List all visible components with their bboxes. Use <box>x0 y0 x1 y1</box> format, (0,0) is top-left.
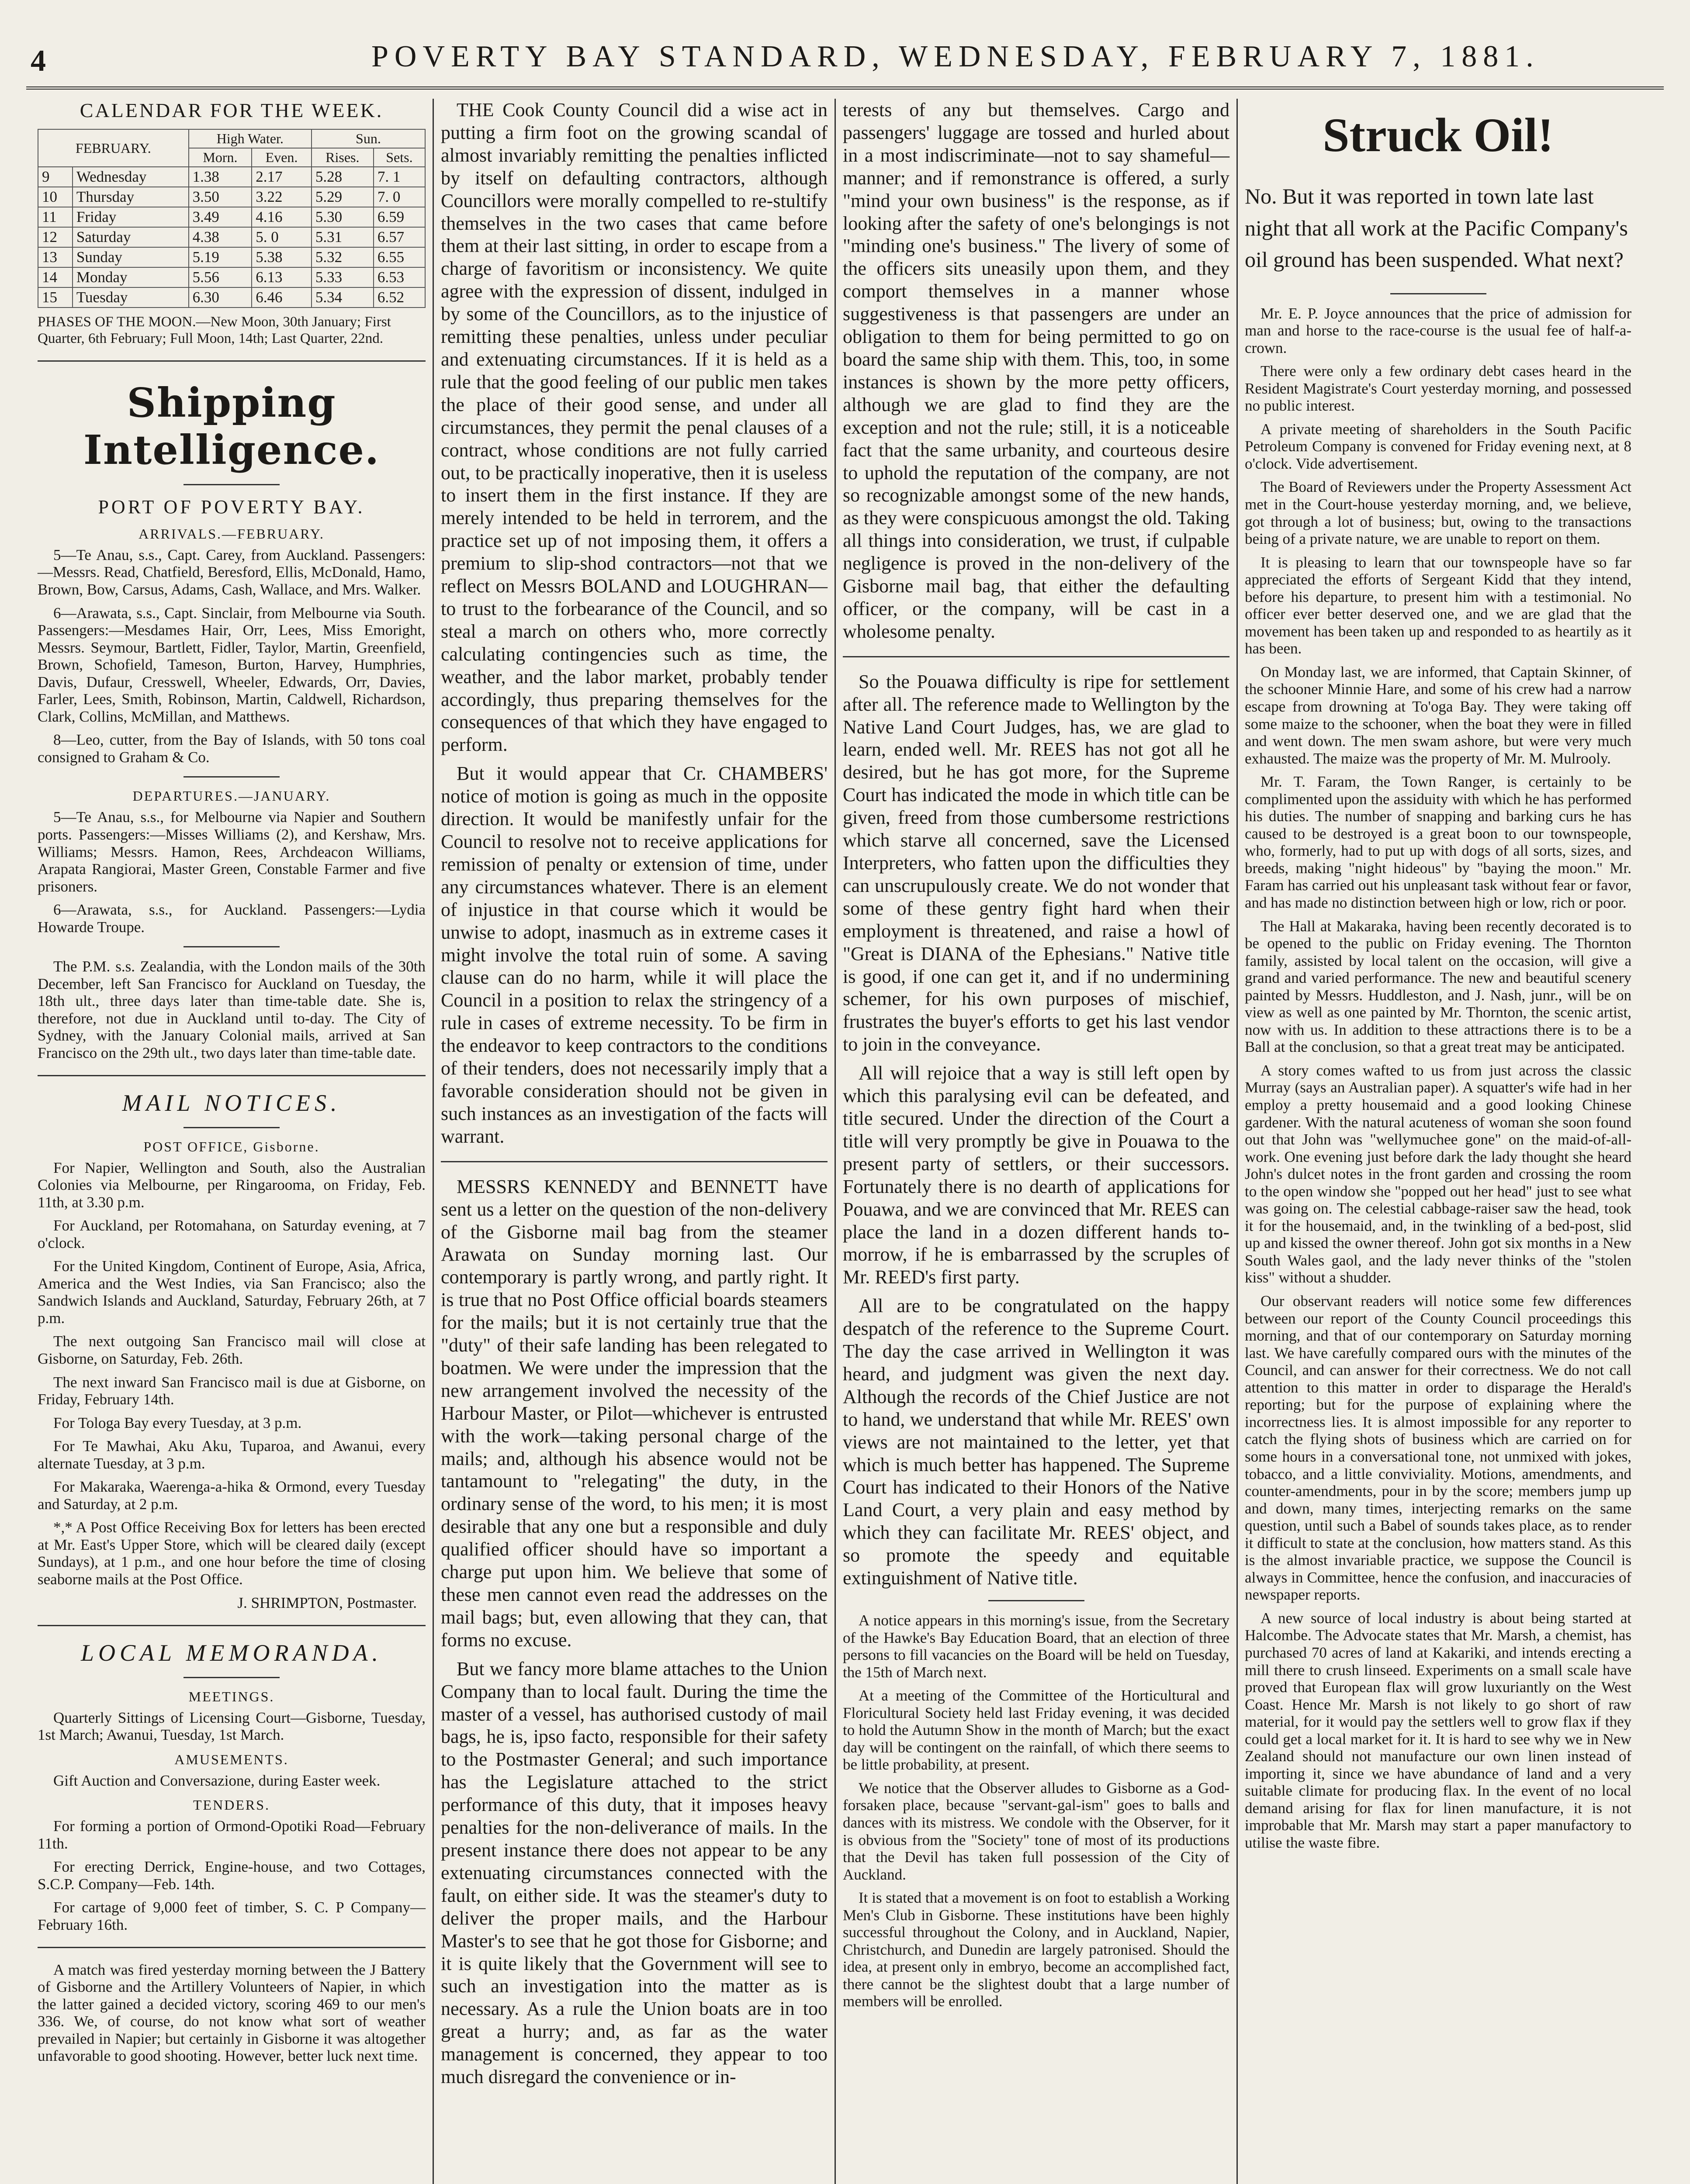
divider <box>1390 293 1486 294</box>
calendar-cell: 5. 0 <box>252 227 312 247</box>
mail-notice: For Makaraka, Waerenga-a-hika & Ormond, every Tuesday and Saturday, at 2 p.m. <box>38 1478 426 1513</box>
divider <box>38 1625 426 1626</box>
editorial-paragraph: MESSRS KENNEDY and BENNETT have sent us a letter on the question of the non-delivery of the Gisborne mail bag from the steamer Arawata on Sunday morning last. Our contemporary is partly wrong, and partly right. It is true that no Post Office official boards steamers for the mails; but it is not certainly true that the "duty" of their safe landing has been relegated to boatmen. We were under the impression that the new arrangement involved the necessity of the Harbour Master, or Pilot—whichever is entrusted with the work—taking personal charge of the mails; and, although his absence would not be tantamount to "relegating" the duty, in the ordinary sense of the word, to his men; it is most desirable that any one but a responsible and duly qualified officer should have so important a charge put upon him. We believe that some of these men cannot even read the addresses on the mail bags; but, even allowing that they can, that forms no excuse. <box>441 1175 828 1651</box>
tender-item: For erecting Derrick, Engine-house, and two Cottages, S.C.P. Company—Feb. 14th. <box>38 1858 426 1893</box>
mail-notice: For the United Kingdom, Continent of Europe, Asia, Africa, America and the West Indies, via San Francisco; also the Sandwich Islands and Auckland, Saturday, February 26th, at 7 p.m. <box>38 1258 426 1327</box>
calendar-row <box>38 267 425 287</box>
news-item: A notice appears in this morning's issue, from the Secretary of the Hawke's Bay Education Board, that an election of three persons to fill vacancies on the Board will be held on Tuesday, the 15th of March next. <box>843 1612 1229 1681</box>
news-item: Our observant readers will notice some few differences between our report of the County Council proceedings this morning, and that of our contemporary on Saturday morning last. We have carefully compared ours with the minutes of the Council, and can answer for their correctness. We do not call attention to this matter in order to disparage the Herald's reporting; but for the purpose of explaining where the incorrectness lies. It is almost impossible for any reporter to catch the flying shots of business which are carried on for some hours in a conversational tone, not unmixed with jokes, tobacco, and a little conviviality. Motions, amendments, and counter-amendments, pour in by the score; members jump up and down, many times, interjecting remarks on the same question, until such a Babel of sounds takes place, as to render it difficult to state at the conclusion, how matters stand. As this is the almost invariable practice, we suppose the Council is always in Committee, hence the confusion, and inaccuracies of newspaper reports. <box>1245 1292 1631 1603</box>
divider <box>441 1161 828 1162</box>
mail-notice: For Auckland, per Rotomahana, on Saturday evening, at 7 o'clock. <box>38 1217 426 1251</box>
amusements-heading: AMUSEMENTS. <box>174 1751 289 1767</box>
news-item: A new source of local industry is about being started at Halcombe. The Advocate states that Mr. Marsh, a chemist, has purchased 70 acres of land at Kakariki, and intends erecting a mill there to crush linseed. Experiments on a small scale have proved that European flax will grow luxuriantly on the West Coast. Hence Mr. Marsh is not likely to go short of raw material, for it would pay the settlers well to grow flax if they could get a local market for it. It is hard to see why we in New Zealand should not manufacture our own linen instead of importing it, since we have abundance of land and a very suitable climate for producing flax. In the event of no local demand arising for flax for linen manufacture, it is not improbable that Mr. Marsh may start a paper manufactory to utilise the waste fibre. <box>1245 1609 1631 1851</box>
calendar-cell: 5.33 <box>312 267 374 287</box>
calendar-cell: 5.34 <box>312 287 374 308</box>
news-item: A story comes wafted to us from just across the classic Murray (says an Australian paper). A squatter's wife had in her employ a pretty housemaid and a good looking Chinese gardener. With the natural acuteness of woman she soon found out that John was "wellymuchee gone" on the maid-of-all-work. One evening just before dark the lady thought she heard John's dulcet notes in the front garden and crossing the room to the open window she "popped out her head" just to see what was going on. The celestial cabbage-raiser saw the head, took it for the housemaid, and, in the twinkling of a bed-post, slid up and kissed the owner thereof. John got six months in a New South Wales gaol, and the lady never thinks of the "stolen kiss" without a shudder. <box>1245 1061 1631 1286</box>
calendar-title: CALENDAR FOR THE WEEK. <box>80 99 384 121</box>
shipping-title: Shipping Intelligence. <box>83 379 380 473</box>
column-2 <box>433 99 835 2184</box>
calendar-cell: Friday <box>73 207 189 227</box>
divider <box>38 1075 426 1076</box>
calendar-cell: 5.31 <box>312 227 374 247</box>
post-office-heading: POST OFFICE, Gisborne. <box>143 1138 320 1154</box>
departure-item: 6—Arawata, s.s., for Auckland. Passengers:—Lydia Howarde Troupe. <box>38 901 426 936</box>
mail-notice: For Napier, Wellington and South, also the Australian Colonies via Melbourne, per Ringarooma, on Friday, Feb. 11th, at 3.30 p.m. <box>38 1159 426 1211</box>
calendar-cell: Saturday <box>73 227 189 247</box>
calendar-row <box>38 247 425 267</box>
calendar-cell: Thursday <box>73 187 189 207</box>
calendar-row <box>38 227 425 247</box>
news-item: At a meeting of the Committee of the Horticultural and Floricultural Society held last Friday evening, it was decided to hold the Autumn Show in the month of March; but the exact day will be contingent on the rainfall, of which there seems to be little probability, at present. <box>843 1687 1229 1773</box>
calendar-cell: 5.38 <box>252 247 312 267</box>
calendar-cell: 6.13 <box>252 267 312 287</box>
tender-item: For cartage of 9,000 feet of timber, S. C. P Company—February 16th. <box>38 1899 426 1933</box>
calendar-cell: 5.29 <box>312 187 374 207</box>
calendar-cell: 12 <box>38 227 73 247</box>
departures-heading: DEPARTURES.—JANUARY. <box>132 788 331 804</box>
tender-item: For forming a portion of Ormond-Opotiki Road—February 11th. <box>38 1818 426 1852</box>
calendar-cell: 6.53 <box>374 267 425 287</box>
calendar-cell: 6.57 <box>374 227 425 247</box>
calendar-cell: 4.16 <box>252 207 312 227</box>
meetings-text: Quarterly Sittings of Licensing Court—Gisborne, Tuesday, 1st March; Awanui, Tuesday, 1st March. <box>38 1709 426 1744</box>
calendar-group-header: High Water. <box>189 129 312 148</box>
divider <box>184 776 280 778</box>
shooting-match-note: A match was fired yesterday morning between the J Battery of Gisborne and the Artillery Volunteers of Napier, in which the latter gained a decided victory, scoring 469 to our men's 336. We, of course, do not know what sort of weather prevailed in Napier; but certainly in Gisborne it was altogether unfavorable to good shooting. However, better luck next time. <box>38 1961 426 2065</box>
mail-notice: For Tologa Bay every Tuesday, at 3 p.m. <box>53 1414 302 1431</box>
page-number: 4 <box>31 44 46 78</box>
calendar-group-header: Sun. <box>312 129 425 148</box>
editorial-paragraph: So the Pouawa difficulty is ripe for settlement after all. The reference made to Wellington by the Native Land Court Judges, has, we are glad to learn, ended well. Mr. REES has not got all he desired, but he has got more, for the Supreme Court has indicated the mode in which title can be given, freed from those cumbersome restrictions which starve all concerned, save the Licensed Interpreters, who fatten upon the difficulties they can unscrupulously create. We do not wonder that some of these gentry fight hard when their employment is threatened, and raise a howl of "Great is DIANA of the Ephesians." Native title is good, if one can get it, and if no undermining schemer, for his own purposes of mischief, frustrates the buyer's efforts to get his last vendor to join in the conveyance. <box>843 670 1229 1055</box>
calendar-cell: 3.49 <box>189 207 252 227</box>
calendar-cell: 5.30 <box>312 207 374 227</box>
postmaster-signature: J. SHRIMPTON, Postmaster. <box>237 1594 417 1611</box>
mail-steamer-note: The P.M. s.s. Zealandia, with the London mails of the 30th December, left San Francisco for Auckland on Tuesday, the 18th ult., three days later than time-table date. She is, therefore, not due in Auckland until to-day. The City of Sydney, with the January Colonial mails, arrived at San Francisco on the 29th ult., two days later than time-table date. <box>38 958 426 1061</box>
struck-oil-title: Struck Oil! <box>1323 108 1554 162</box>
editorial-paragraph: THE Cook County Council did a wise act in putting a firm foot on the growing scandal of almost invariably remitting the penalties inflicted by itself on defaulting contractors, although Councillors were morally compelled to re-stultify themselves in the two cases that came before them at their last sitting, in order to escape from a charge of favoritism or inconsistency. We quite agree with the expression of dissent, indulged in by some of the Councillors, as to the injustice of remitting these penalties, unless under peculiar and extenuating circumstances. If it is held as a rule that the good feeling of our public men takes the place of their good sense, and under all circumstances, they permit the penal clauses of a contract, whose conditions are not fully carried out, to be practically inoperative, then it is useless to insert them in the first instance. If they are merely intended to be held in terrorem, and the practice set up of not imposing them, it offers a premium to slip-shod contractors—not that we reflect on Messrs BOLAND and LOUGHRAN—to trust to the forbearance of the Council, and so steal a march on others who, more correctly calculating contingencies such as time, the weather, and the labor market, probably tender accordingly, thus preparing themselves for the consequences of that which they have engaged to perform. <box>441 99 828 756</box>
calendar-cell: 5.28 <box>312 167 374 187</box>
news-item: The Board of Reviewers under the Property Assessment Act met in the Court-house yesterday morning, and, we believe, got through a lot of business; but, owing to the transactions being of a private nature, we are unable to report on them. <box>1245 478 1631 548</box>
editorial-paragraph: All will rejoice that a way is still left open by which this paralysing evil can be defeated, and title secured. Under the direction of the Court a title will very promptly be give in Pouawa to the present party of settlers, or their successors. Fortunately there is no dearth of applications for Pouawa, and we are convinced that Mr. REES can place the land in a dozen different hands to-morrow, if he is embarrassed by the scruples of Mr. REED's first party. <box>843 1062 1229 1288</box>
news-item: It is pleasing to learn that our townspeople have so far appreciated the efforts of Sergeant Kidd that they intend, before his departure, to present him with a testimonial. No officer ever better deserved one, and we are glad that the movement has been taken up and responded to as heartily as it has been. <box>1245 553 1631 657</box>
news-item: Mr. T. Faram, the Town Ranger, is certainly to be complimented upon the assiduity with which he has performed his duties. The number of snapping and barking curs he has caused to be destroyed is a great boon to our townspeople, who, formerly, had to put up with dogs of all sorts, sizes, and breeds, making "night hideous" by "baying the moon." Mr. Faram has carried out his unpleasant task without fear or favor, and has made no distinction between high or low, rich or poor. <box>1245 773 1631 911</box>
calendar-cell: Sunday <box>73 247 189 267</box>
amusements-text: Gift Auction and Conversazione, during Easter week. <box>53 1772 381 1789</box>
column-1 <box>31 99 433 2184</box>
tenders-heading: TENDERS. <box>193 1797 270 1813</box>
arrival-item: 6—Arawata, s.s., Capt. Sinclair, from Melbourne via South. Passengers:—Mesdames Hair, Orr, Lees, Miss Emoright, Messrs. Seymour, Bartlett, Fidler, Taylor, Martin, Greenfield, Brown, Schofield, Tameson, Burton, Harvey, Humphries, Davis, Dufaur, Cresswell, Wheeler, Edwards, Orr, Davies, Farler, Lees, Smith, Robinson, Martin, Caldwell, Richardson, Clark, Collins, McMillan, and Matthews. <box>38 604 426 725</box>
calendar-cell: 4.38 <box>189 227 252 247</box>
column-3 <box>835 99 1236 2184</box>
calendar-cell: 7. 0 <box>374 187 425 207</box>
divider <box>184 484 280 485</box>
calendar-subheader: Sets. <box>374 148 425 167</box>
calendar-row <box>38 207 425 227</box>
top-rule <box>26 86 1664 90</box>
calendar-subheader: Even. <box>252 148 312 167</box>
divider <box>184 946 280 947</box>
calendar-cell: Monday <box>73 267 189 287</box>
calendar-cell: 6.59 <box>374 207 425 227</box>
mail-notice: The next inward San Francisco mail is due at Gisborne, on Friday, February 14th. <box>38 1373 426 1408</box>
calendar-cell: 3.50 <box>189 187 252 207</box>
calendar-subheader: Morn. <box>189 148 252 167</box>
struck-oil-text: No. But it was reported in town late last night that all work at the Pacific Company's oil ground has been suspended. What next? <box>1245 184 1628 272</box>
calendar-cell: 6.52 <box>374 287 425 308</box>
columns <box>31 99 1660 2184</box>
divider <box>38 360 426 362</box>
calendar-row <box>38 287 425 308</box>
calendar-cell: 9 <box>38 167 73 187</box>
news-item: We notice that the Observer alludes to Gisborne as a God-forsaken place, because "servant-gal-ism" goes to balls and dances with its mistress. We condole with the Observer, for it is obvious from the "Society" tone of most of its productions that the Devil has taken full possession of the City of Auckland. <box>843 1779 1229 1883</box>
calendar-cell: Wednesday <box>73 167 189 187</box>
news-item: A private meeting of shareholders in the South Pacific Petroleum Company is convened for Friday evening next, at 8 o'clock. Vide advertisement. <box>1245 420 1631 472</box>
mail-notice: *,* A Post Office Receiving Box for letters has been erected at Mr. East's Upper Store, which will be cleared daily (except Sundays), at 1 p.m., and one hour before the time of closing seaborne mails at the Post Office. <box>38 1519 426 1588</box>
calendar-cell: 2.17 <box>252 167 312 187</box>
editorial-paragraph: terests of any but themselves. Cargo and passengers' luggage are tossed and hurled about in a most indiscriminate—not to say shameful—manner; and if remonstrance is offered, a surly "mind your own business" is the response, as if looking after the safety of one's belongings is not "minding one's business." The livery of some of the officers sits uneasily upon them, and they comport themselves in a manner whose suggestiveness is that passengers are under an obligation to them for being permitted to go on board the same ship with them. This, too, in some instances is shown by the more petty officers, although we are glad to find they are the exception and not the rule; still, it is a noticeable fact that the same urbanity, and courteous desire to uphold the reputation of the company, are not so recognizable amongst some of the new hands, as they were conspicuous amongst the old. Taking all things into consideration, we trust, if culpable negligence is proved in the non-delivery of the Gisborne mail bag, that either the defaulting officer, or the company, will be cast in a wholesome penalty. <box>843 99 1229 642</box>
divider <box>843 656 1229 657</box>
calendar-cell: 10 <box>38 187 73 207</box>
calendar-month: FEBRUARY. <box>38 129 189 167</box>
calendar-row <box>38 167 425 187</box>
calendar-cell: 6.55 <box>374 247 425 267</box>
calendar-cell: 5.19 <box>189 247 252 267</box>
port-heading: PORT OF POVERTY BAY. <box>98 496 365 518</box>
calendar-cell: 3.22 <box>252 187 312 207</box>
local-memoranda-title: LOCAL MEMORANDA. <box>80 1639 382 1666</box>
calendar-cell: 7. 1 <box>374 167 425 187</box>
news-item: On Monday last, we are informed, that Captain Skinner, of the schooner Minnie Hare, and some of his crew had a narrow escape from drowning at To'oga Bay. They were taking off some maize to the schooner, when the boat they were in filled and went down. The men swam ashore, but were very much exhausted. The maize was the property of Mr. M. Mulrooly. <box>1245 663 1631 767</box>
divider <box>184 1127 280 1128</box>
masthead: POVERTY BAY STANDARD, WEDNESDAY, FEBRUARY 7, 1881. <box>371 40 1540 73</box>
column-4 <box>1236 99 1638 2184</box>
calendar-cell: 6.30 <box>189 287 252 308</box>
calendar-cell: 5.56 <box>189 267 252 287</box>
calendar-cell: 5.32 <box>312 247 374 267</box>
news-item: The Hall at Makaraka, having been recently decorated is to be opened to the public on Friday evening. The Thornton family, assisted by local talent on the occasion, will give a grand and varied performance. The new and beautiful scenery painted by Messrs. Huddleston, and J. Nash, junr., will be on view as well as one painted by Mr. Thornton, the scenic artist, now with us. In addition to these attractions there is to be a Ball at the conclusion, so that a great treat may be anticipated. <box>1245 917 1631 1056</box>
news-item: It is stated that a movement is on foot to establish a Working Men's Club in Gisborne. These institutions have been highly successful throughout the Colony, and in Auckland, Napier, Christchurch, and Dunedin are largely patronised. Should the idea, at present only in embryo, become an accomplished fact, there cannot be the slightest doubt that a large number of members will be enrolled. <box>843 1889 1229 2010</box>
divider <box>184 1677 280 1678</box>
moon-phases: PHASES OF THE MOON.—New Moon, 30th January; First Quarter, 6th February; Full Moon, 14th; Last Quarter, 22nd. <box>38 314 391 346</box>
calendar-cell: 13 <box>38 247 73 267</box>
arrival-item: 8—Leo, cutter, from the Bay of Islands, with 50 tons coal consigned to Graham & Co. <box>38 731 426 766</box>
news-item: Mr. E. P. Joyce announces that the price of admission for man and horse to the race-course is the usual fee of half-a-crown. <box>1245 304 1631 356</box>
news-item: There were only a few ordinary debt cases heard in the Resident Magistrate's Court yesterday morning, and possessed no public interest. <box>1245 363 1631 415</box>
arrivals-heading: ARRIVALS.—FEBRUARY. <box>139 525 325 542</box>
mail-notices-title: MAIL NOTICES. <box>122 1089 341 1116</box>
calendar-row <box>38 187 425 207</box>
calendar-cell: 6.46 <box>252 287 312 308</box>
calendar-cell: 14 <box>38 267 73 287</box>
calendar-cell: 1.38 <box>189 167 252 187</box>
editorial-paragraph: But we fancy more blame attaches to the Union Company than to local fault. During the time the master of a vessel, has authorised custody of mail bags, he is, ipso facto, responsible for their safety to the Postmaster General; and such importance has the Legislature attached to the strict performance of this duty, that it imposes heavy penalties for the non-deliverance of mails. In the present instance there does not appear to be any extenuating circumstances connected with the fault, on either side. It was the steamer's duty to deliver the proper mails, and the Harbour Master's to see that he got those for Gisborne; and it is quite likely that the Government will see to such an investigation into the matter as is necessary. As a rule the Union boats are in too great a hurry; and, as far as the water management is concerned, they appear to too much disregard the convenience or in- <box>441 1658 828 2088</box>
meetings-heading: MEETINGS. <box>188 1688 275 1704</box>
mail-notice: The next outgoing San Francisco mail will close at Gisborne, on Saturday, Feb. 26th. <box>38 1333 426 1368</box>
departure-item: 5—Te Anau, s.s., for Melbourne via Napier and Southern ports. Passengers:—Misses Williams (2), and Kershaw, Mrs. Williams; Messrs. Hamon, Rees, Archdeacon Williams, Arapata Rangiorai, Master Green, Constable Farmer and five prisoners. <box>38 809 426 895</box>
editorial-paragraph: But it would appear that Cr. CHAMBERS' notice of motion is going as much in the opposite direction. It would be manifestly unfair for the Council to resolve not to receive applications for remission of penalty or extension of time, under any circumstances whatever. There is an element of injustice in that course which it would be unwise to adopt, inasmuch as in extreme cases it might involve the total ruin of some. A saving clause can do no harm, while it will place the Council in a position to relax the stringency of a rule in cases of extreme necessity. To be firm in the endeavor to keep contractors to the conditions of their tenders, does not necessarily imply that a favorable consideration should not be given in such instances as an investigation of the facts will warrant. <box>441 763 828 1147</box>
divider <box>988 1600 1084 1601</box>
divider <box>38 1947 426 1948</box>
arrival-item: 5—Te Anau, s.s., Capt. Carey, from Auckland. Passengers:—Messrs. Read, Chatfield, Beresford, Ellis, McDonald, Hamo, Brown, Bow, Carsus, Adams, Cash, Wallace, and Mrs. Walker. <box>38 546 426 598</box>
calendar-cell: Tuesday <box>73 287 189 308</box>
mail-notice: For Te Mawhai, Aku Aku, Tuparoa, and Awanui, every alternate Tuesday, at 3 p.m. <box>38 1438 426 1472</box>
calendar-subheader: Rises. <box>312 148 374 167</box>
calendar-cell: 11 <box>38 207 73 227</box>
calendar-cell: 15 <box>38 287 73 308</box>
calendar-body <box>38 167 425 308</box>
calendar-table <box>38 129 426 308</box>
editorial-paragraph: All are to be congratulated on the happy despatch of the reference to the Supreme Court. The day the case arrived in Wellington it was heard, and judgment was given the next day. Although the records of the Chief Justice are not to hand, we understand that while Mr. REES' own views are not maintained to the letter, yet that which is much better has happened. The Supreme Court has indicated to their Honors of the Native Land Court, a very plain and easy method by which they can facilitate Mr. REES' object, and so promote the speedy and equitable extinguishment of Native title. <box>843 1295 1229 1589</box>
